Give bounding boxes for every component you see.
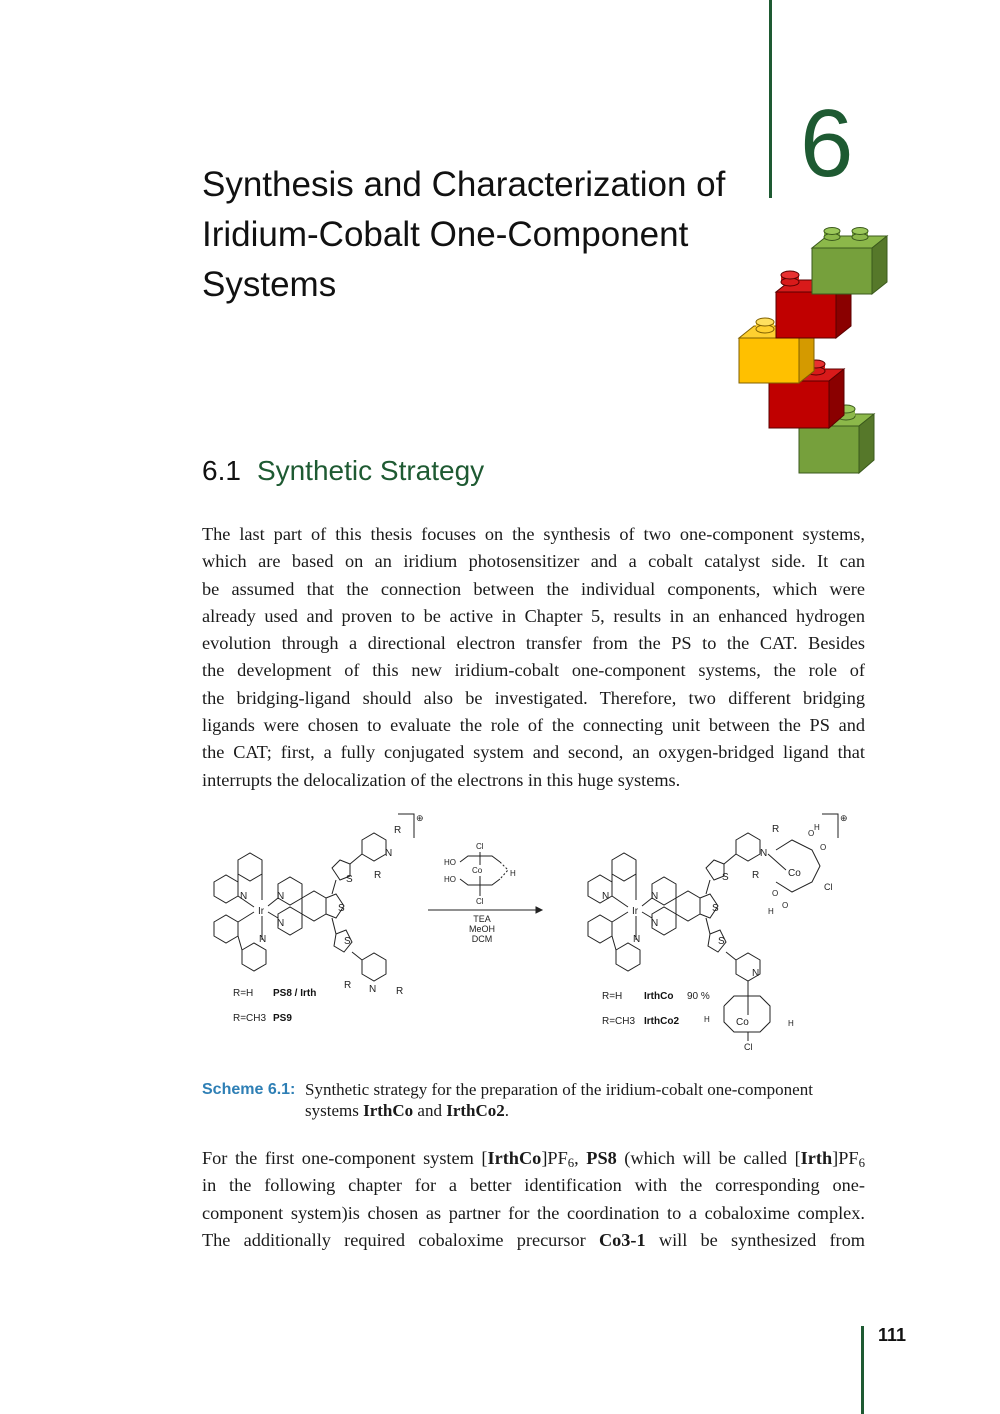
reagent-label: MeOH: [468, 924, 496, 934]
compound-label: IrthCo2: [644, 1016, 679, 1027]
paragraph-line: the development of this new iridium-cobalt one-component systems, the role of: [202, 660, 865, 681]
h-atom-label: H: [768, 907, 774, 916]
reaction-arrow-head: [536, 907, 542, 913]
yield-label: 90 %: [687, 991, 710, 1002]
h-atom-label: H: [788, 1019, 794, 1028]
cobaloxime-precursor-structure: [444, 842, 516, 906]
paragraph-line: [202, 1227, 865, 1254]
paragraph-line: [202, 1145, 865, 1172]
text-fragment: ]PF: [832, 1148, 859, 1168]
chapter-title-line: Systems: [202, 265, 337, 304]
n-atom-label: N: [633, 934, 641, 945]
r-group-label: R: [396, 986, 404, 997]
caption-text-fragment: .: [504, 1101, 510, 1120]
chapter-title-line: Iridium-Cobalt One-Component: [202, 215, 689, 254]
reagent-label: DCM: [471, 934, 493, 944]
ir-atom-label: Ir: [258, 906, 265, 917]
n-atom-label: N: [277, 891, 285, 902]
paragraph-line: which are based on an iridium photosensitizer and a cobalt catalyst side. It can: [202, 551, 865, 572]
cl-atom-label: Cl: [476, 842, 484, 851]
substituent-label: R=CH3: [233, 1013, 267, 1024]
brick-green-top: [812, 228, 887, 295]
paragraph-line: evolution through a directional electron transfer from the PS to the CAT. Besides: [202, 633, 865, 654]
text-fragment: ,: [574, 1148, 587, 1168]
chapter-title: [202, 160, 762, 310]
text-fragment: ]PF: [541, 1148, 568, 1168]
s-atom-label: S: [712, 903, 719, 914]
reaction-scheme: [202, 810, 872, 1070]
paragraph-line: in the following chapter for a better identification with the corresponding one-: [202, 1175, 865, 1196]
chapter-number: 6: [800, 90, 854, 197]
section-heading: [202, 455, 484, 487]
footer-rule: [861, 1326, 864, 1414]
compound-label: IrthCo: [644, 991, 674, 1002]
paragraph-line: The last part of this thesis focuses on the synthesis of two one-component systems,: [202, 524, 865, 544]
text-fragment: (which will be called [: [616, 1148, 801, 1168]
section-title: Synthetic Strategy: [256, 455, 485, 486]
cl-atom-label: Cl: [824, 882, 833, 892]
caption-line: Synthetic strategy for the preparation of the iridium-cobalt one-component: [305, 1080, 813, 1099]
r-group-label: R: [752, 870, 760, 881]
compound-name: IrthCo2: [446, 1101, 505, 1120]
substituent-label: R=CH3: [602, 1016, 636, 1027]
n-atom-label: N: [240, 891, 248, 902]
h-atom-label: H: [704, 1015, 710, 1024]
paragraph-line: interrupts the delocalization of the electrons in this huge systems.: [202, 769, 681, 790]
compound-label: PS8 / Irth: [273, 988, 317, 999]
n-atom-label: N: [369, 984, 377, 995]
s-atom-label: S: [718, 936, 725, 947]
n-atom-label: N: [752, 968, 760, 979]
o-atom-label: O: [782, 901, 789, 910]
n-atom-label: N: [602, 891, 610, 902]
ir-atom-label: Ir: [632, 906, 639, 917]
subscript: 6: [858, 1156, 865, 1171]
co-atom-label: Co: [788, 868, 801, 879]
h-atom-label: H: [510, 869, 516, 878]
text-fragment: For the first one-component system [: [202, 1148, 488, 1168]
caption-label: Scheme 6.1:: [202, 1081, 296, 1098]
compound-name: PS8: [586, 1148, 617, 1168]
o-atom-label: O: [808, 829, 815, 838]
compound-name: Irth: [800, 1148, 833, 1168]
left-complex-structure: [214, 813, 424, 997]
positive-charge-label: ⊕: [840, 813, 848, 823]
chapter-title-line: Synthesis and Characterization of: [202, 165, 726, 204]
s-atom-label: S: [344, 936, 351, 947]
positive-charge-label: ⊕: [416, 813, 424, 823]
co-atom-label: Co: [472, 866, 483, 875]
r-group-label: R: [394, 825, 402, 836]
chapter-rule: [769, 0, 772, 198]
text-fragment: The additionally required cobaloxime precursor: [202, 1229, 599, 1250]
h-atom-label: H: [814, 823, 820, 832]
reagent-label: TEA: [473, 914, 491, 924]
r-group-label: R: [772, 824, 780, 835]
r-group-label: R: [344, 980, 352, 991]
compound-name: Co3-1: [598, 1229, 646, 1250]
caption-text-fragment: and: [413, 1101, 447, 1120]
body-paragraph: [202, 1145, 865, 1254]
caption-text-fragment: systems: [305, 1101, 364, 1120]
compound-label: PS9: [273, 1013, 292, 1024]
compound-name: IrthCo: [363, 1101, 414, 1120]
n-atom-label: N: [651, 918, 659, 929]
cl-atom-label: Cl: [476, 897, 484, 906]
n-atom-label: N: [259, 934, 267, 945]
n-atom-label: N: [760, 848, 768, 859]
text-fragment: will be synthesized from: [645, 1229, 865, 1250]
subscript: 6: [567, 1156, 575, 1171]
o-atom-label: O: [772, 889, 779, 898]
body-paragraph: [202, 521, 865, 794]
substituent-label: R=H: [233, 988, 254, 999]
co-atom-label: Co: [736, 1017, 749, 1028]
substituent-label: R=H: [602, 991, 623, 1002]
paragraph-line: already used and proven to be active in Chapter 5, results in an enhanced hydrogen: [202, 605, 865, 626]
brick-stack-illustration: [736, 226, 896, 476]
ho-group-label: HO: [444, 875, 456, 884]
compound-name: IrthCo: [487, 1148, 542, 1168]
n-atom-label: N: [651, 891, 659, 902]
o-atom-label: O: [820, 843, 827, 852]
caption-line: [305, 1100, 870, 1121]
paragraph-line: be assumed that the connection between the individual components, which were: [202, 578, 865, 599]
n-atom-label: N: [385, 848, 393, 859]
s-atom-label: S: [338, 903, 345, 914]
page-number: 111: [878, 1325, 907, 1345]
section-number: 6.1: [202, 455, 241, 486]
s-atom-label: S: [722, 872, 729, 883]
paragraph-line: ligands were chosen to evaluate the role of the connecting unit between the PS and: [202, 715, 865, 736]
r-group-label: R: [374, 870, 382, 881]
paragraph-line: the bridging-ligand should also be investigated. Therefore, two different bridging: [202, 687, 865, 708]
paragraph-line: component system)is chosen as partner for the coordination to a cobaloxime complex.: [202, 1202, 865, 1223]
ho-group-label: HO: [444, 858, 456, 867]
n-atom-label: N: [277, 918, 285, 929]
s-atom-label: S: [346, 874, 353, 885]
cl-atom-label: Cl: [744, 1042, 753, 1052]
caption-text: [305, 1079, 870, 1121]
paragraph-line: the CAT; first, a fully conjugated system and second, an oxygen-bridged ligand that: [202, 742, 865, 763]
